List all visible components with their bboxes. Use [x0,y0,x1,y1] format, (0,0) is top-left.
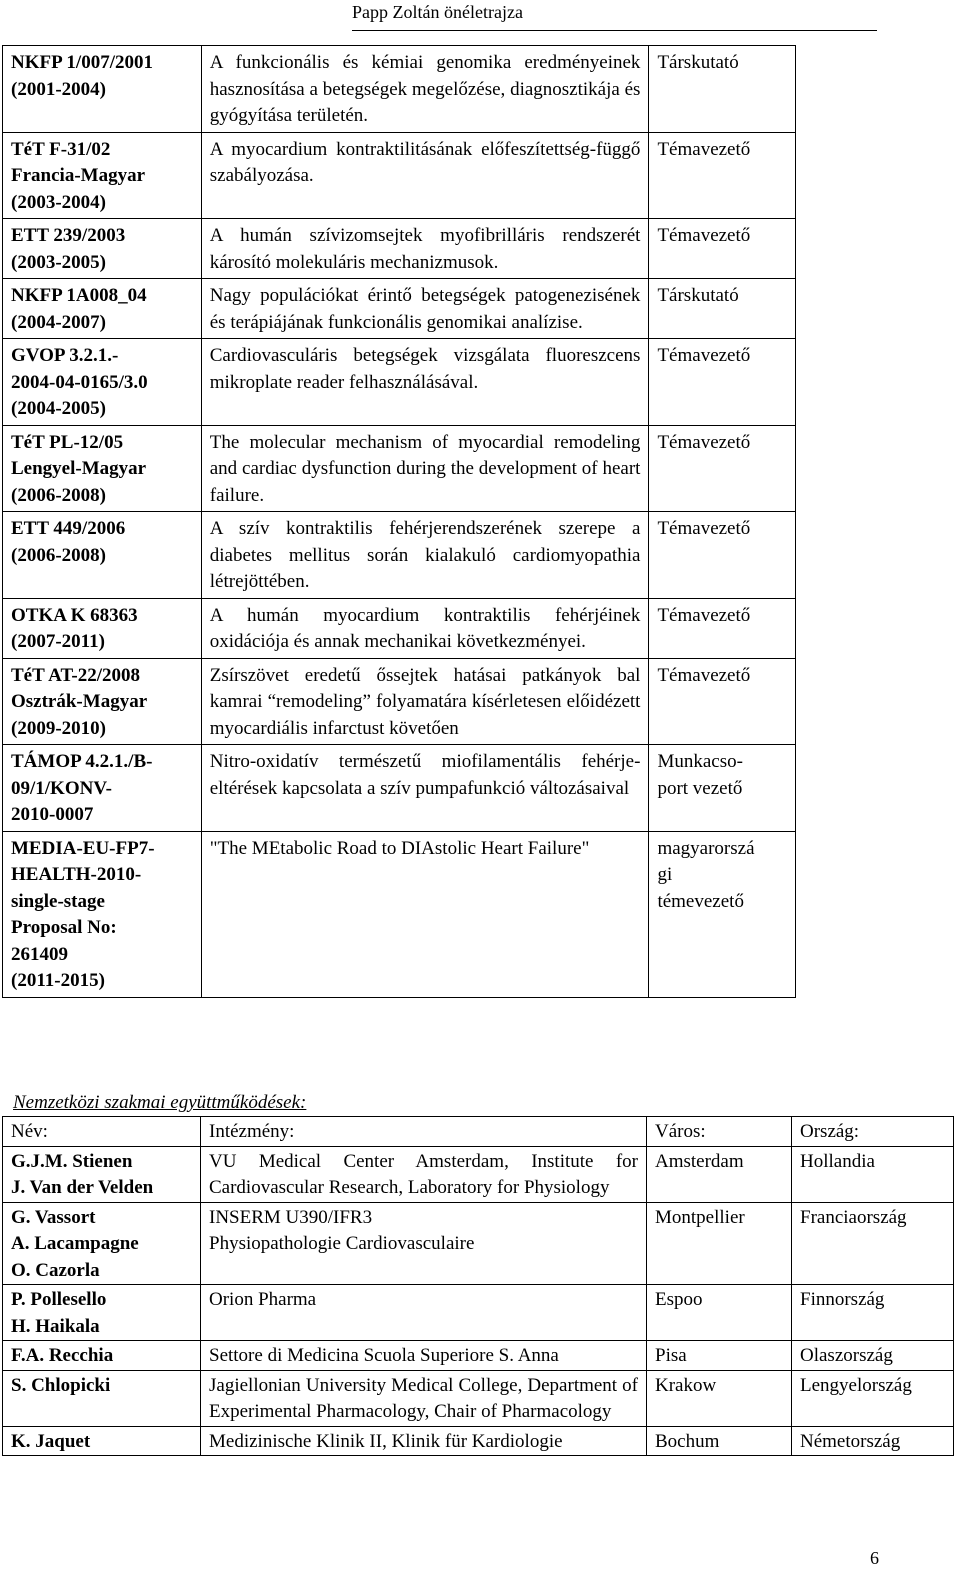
page-number: 6 [870,1548,879,1568]
project-code: ETT 239/2003 (2003-2005) [3,219,202,279]
collaborator-city: Amsterdam [647,1146,792,1202]
project-role: magyarorszá gi témevezető [649,831,796,997]
collaborator-institution: Jagiellonian University Medical College, Department of Experimental Pharmacology, Chair of Pharmacology [201,1370,647,1426]
table-row [3,425,796,512]
project-code: TéT AT-22/2008 Osztrák-Magyar (2009-2010) [3,658,202,745]
table-row [3,598,796,658]
table-row [3,46,796,133]
collaborator-city: Montpellier [647,1202,792,1285]
project-role: Témavezető [649,219,796,279]
project-title: Cardiovasculáris betegségek vizsgálata fluoreszcens mikroplate reader felhasználásával. [201,339,649,426]
project-code: NKFP 1A008_04 (2004-2007) [3,279,202,339]
project-role: Munkacso- port vezető [649,745,796,832]
table-row [3,658,796,745]
collaborator-country: Franciaország [792,1202,954,1285]
project-role: Témavezető [649,598,796,658]
collaborator-institution: INSERM U390/IFR3 Physiopathologie Cardiovasculaire [201,1202,647,1285]
project-code: OTKA K 68363 (2007-2011) [3,598,202,658]
collaborator-names: G. Vassort A. Lacampagne O. Cazorla [3,1202,201,1285]
project-title: A szív kontraktilis fehérjerendszerének szerepe a diabetes mellitus során kialakuló cardiomyopathia létrejöttében. [201,512,649,599]
project-code: TéT F-31/02 Francia-Magyar (2003-2004) [3,132,202,219]
collaborator-names: F.A. Recchia [3,1341,201,1371]
table-header-row [3,1117,954,1147]
project-role: Témavezető [649,425,796,512]
table-row [3,132,796,219]
project-title: "The MEtabolic Road to DIAstolic Heart Failure" [201,831,649,997]
collaborator-country: Lengyelország [792,1370,954,1426]
project-role: Társkutató [649,279,796,339]
collaborator-country: Németország [792,1426,954,1456]
header-title: Papp Zoltán önéletrajza [352,2,523,22]
project-code: GVOP 3.2.1.- 2004-04-0165/3.0 (2004-2005) [3,339,202,426]
header-rule [352,30,877,31]
table-row [3,745,796,832]
table-row [3,512,796,599]
collaborator-names: G.J.M. Stienen J. Van der Velden [3,1146,201,1202]
collaborator-city: Pisa [647,1341,792,1371]
collaborator-names: P. Pollesello H. Haikala [3,1285,201,1341]
header-name: Név: [3,1117,201,1147]
table-row [3,1426,954,1456]
header-city: Város: [647,1117,792,1147]
project-title: Nagy populációkat érintő betegségek patogenezisének és terápiájának funkcionális genomikai analízise. [201,279,649,339]
collaborator-names: S. Chlopicki [3,1370,201,1426]
project-role: Témavezető [649,132,796,219]
project-role: Témavezető [649,339,796,426]
collaborator-city: Bochum [647,1426,792,1456]
project-code: MEDIA-EU-FP7- HEALTH-2010- single-stage Proposal No: 261409 (2011-2015) [3,831,202,997]
table-row [3,1146,954,1202]
table-row [3,219,796,279]
project-title: A myocardium kontraktilitásának előfeszítettség-függő szabályozása. [201,132,649,219]
collaborator-names: K. Jaquet [3,1426,201,1456]
table-row [3,279,796,339]
project-role: Témavezető [649,658,796,745]
project-title: A funkcionális és kémiai genomika eredményeinek hasznosítása a betegségek megelőzése, diagnosztikája és gyógyítása területén. [201,46,649,133]
projects-table [2,45,796,998]
project-role: Társkutató [649,46,796,133]
section-title: Nemzetközi szakmai együttműködések: [13,1092,307,1113]
table-row [3,831,796,997]
table-row [3,1202,954,1285]
collaborator-city: Krakow [647,1370,792,1426]
header-institution: Intézmény: [201,1117,647,1147]
collaborator-country: Olaszország [792,1341,954,1371]
project-title: A humán szívizomsejtek myofibrilláris rendszerét károsító molekuláris mechanizmusok. [201,219,649,279]
collaborator-institution: VU Medical Center Amsterdam, Institute for Cardiovascular Research, Laboratory for Physiology [201,1146,647,1202]
table-row [3,1285,954,1341]
project-code: ETT 449/2006 (2006-2008) [3,512,202,599]
project-code: TÁMOP 4.2.1./B- 09/1/KONV- 2010-0007 [3,745,202,832]
project-title: The molecular mechanism of myocardial remodeling and cardiac dysfunction during the development of heart failure. [201,425,649,512]
table-row [3,1341,954,1371]
page-header [0,0,960,30]
table-row [3,1370,954,1426]
collaborator-country: Finnország [792,1285,954,1341]
collaborator-city: Espoo [647,1285,792,1341]
collaborator-institution: Orion Pharma [201,1285,647,1341]
collaborator-institution: Settore di Medicina Scuola Superiore S. Anna [201,1341,647,1371]
collaborations-table [2,1116,954,1456]
table-row [3,339,796,426]
project-title: Nitro-oxidatív természetű miofilamentális fehérje-eltérések kapcsolata a szív pumpafunkció változásaival [201,745,649,832]
collaborator-country: Hollandia [792,1146,954,1202]
project-code: TéT PL-12/05 Lengyel-Magyar (2006-2008) [3,425,202,512]
project-role: Témavezető [649,512,796,599]
project-code: NKFP 1/007/2001 (2001-2004) [3,46,202,133]
project-title: Zsírszövet eredetű őssejtek hatásai patkányok bal kamrai “remodeling” folyamatára kísérletesen előidézett myocardiális infarctust követően [201,658,649,745]
collaborator-institution: Medizinische Klinik II, Klinik für Kardiologie [201,1426,647,1456]
header-country: Ország: [792,1117,954,1147]
project-title: A humán myocardium kontraktilis fehérjéinek oxidációja és annak mechanikai következményei. [201,598,649,658]
